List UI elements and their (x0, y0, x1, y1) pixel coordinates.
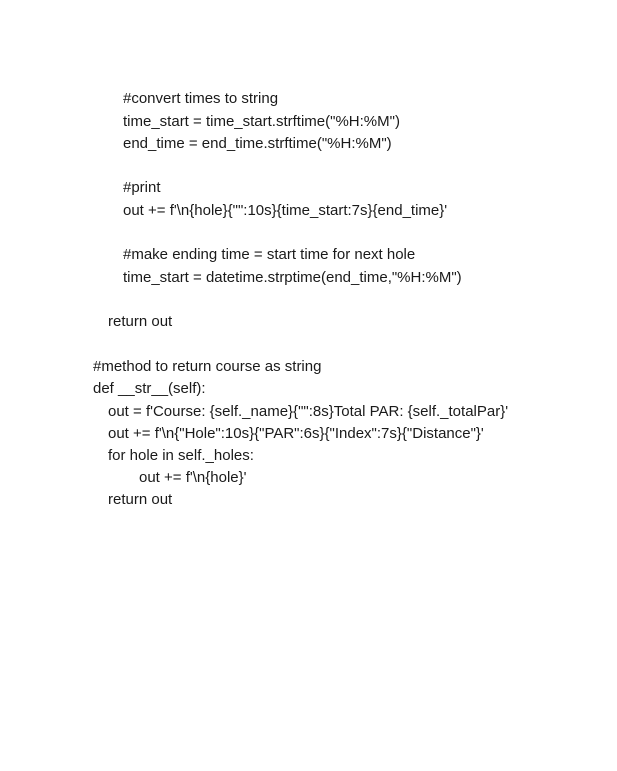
code-line-out-append: out += f'\n{hole}' (139, 469, 247, 486)
code-line-comment-convert: #convert times to string (123, 90, 279, 107)
code-line-comment-print: #print (123, 179, 161, 196)
code-line-end-time-format: end_time = end_time.strftime("%H:%M") (123, 135, 392, 152)
code-line-return-out-final: return out (108, 491, 173, 508)
code-line-for-hole: for hole in self._holes: (108, 447, 254, 464)
code-line-out-header: out += f'\n{"Hole":10s}{"PAR":6s}{"Index":7s}{"Distance"}' (108, 425, 484, 442)
code-line-out-append-hole: out += f'\n{hole}{"":10s}{time_start:7s}{end_time}' (123, 202, 448, 219)
code-line-time-start-reset: time_start = datetime.strptime(end_time,"%H:%M") (123, 269, 462, 286)
code-line-out-course: out = f'Course: {self._name}{"":8s}Total PAR: {self._totalPar}' (108, 403, 509, 420)
code-line-def-str: def __str__(self): (93, 380, 206, 397)
code-line-time-start-format: time_start = time_start.strftime("%H:%M") (123, 113, 400, 130)
code-line-return-out: return out (108, 313, 173, 330)
code-line-comment-make: #make ending time = start time for next hole (123, 246, 416, 263)
code-line-comment-method: #method to return course as string (93, 358, 322, 375)
